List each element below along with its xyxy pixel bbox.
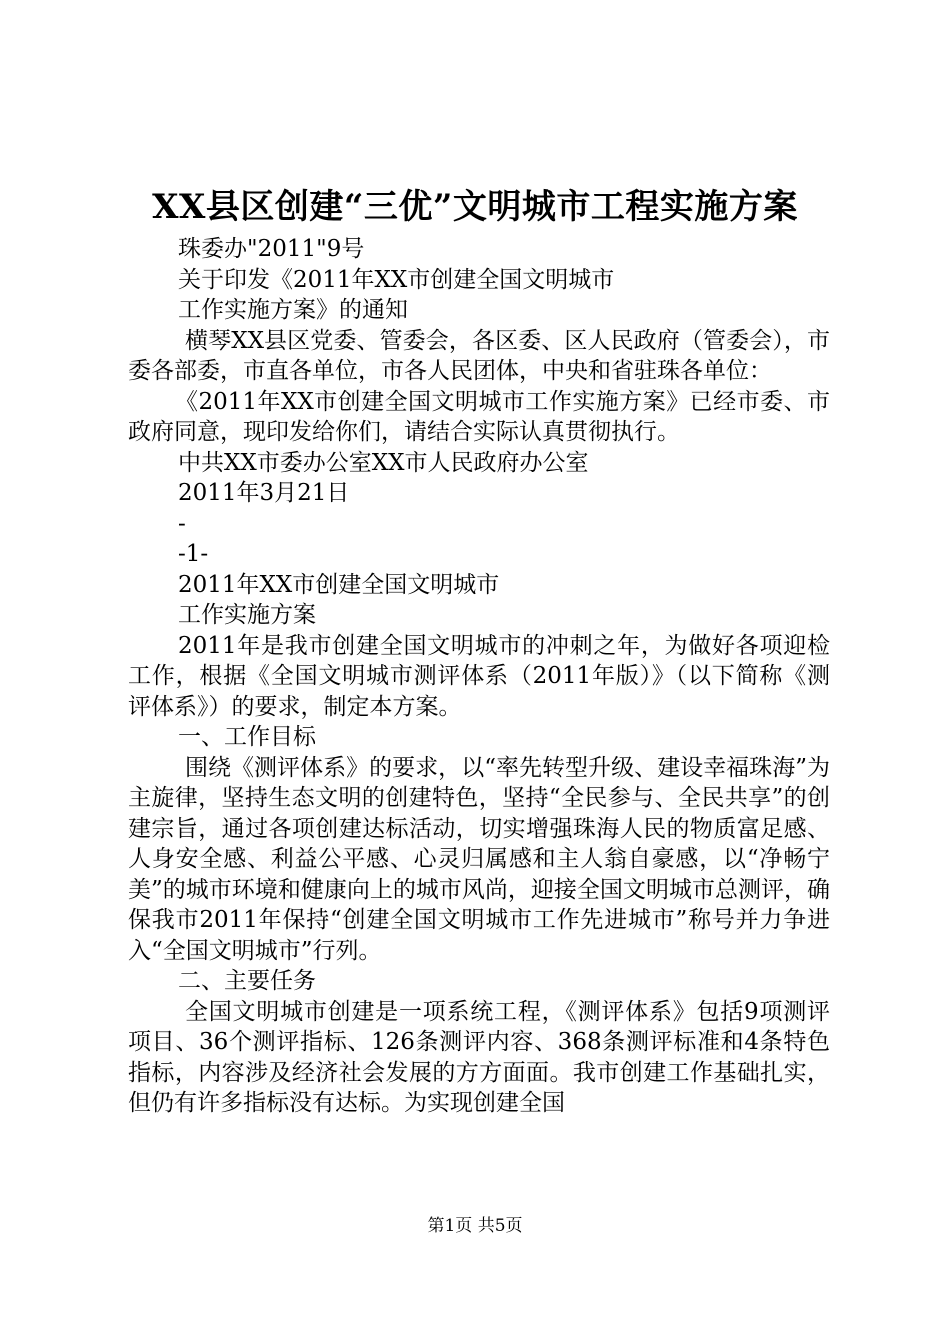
- section-2-paragraph: 全国文明城市创建是一项系统工程，《测评体系》包括9项测评项目、36个测评指标、126条测评内容、368条测评标准和4条特色指标，内容涉及经济社会发展的方方面面。我市创建工作基础扎实，但仍有许多指标没有达标。为实现创建全国: [128, 998, 830, 1116]
- plan-title-line-2: 工作实施方案: [178, 602, 316, 628]
- notice-body-paragraph: 《2011年XX市创建全国文明城市工作实施方案》已经市委、市政府同意，现印发给你们，请结合实际认真贯彻执行。: [128, 388, 830, 445]
- issuer-line: 中共XX市委办公室XX市人民政府办公室: [178, 449, 589, 476]
- section-2-heading: 二、主要任务: [178, 968, 316, 994]
- intro-paragraph: 2011年是我市创建全国文明城市的冲刺之年，为做好各项迎检工作，根据《全国文明城市测评体系（2011年版）》（以下简称《测评体系》）的要求，制定本方案。: [128, 632, 830, 720]
- section-1-paragraph: 围绕《测评体系》的要求，以“率先转型升级、建设幸福珠海”为主旋律，坚持生态文明的创建特色，坚持“全民参与、全民共享”的创建宗旨，通过各项创建达标活动，切实增强珠海人民的物质富足感、人身安全感、利益公平感、心灵归属感和主人翁自豪感，以“净畅宁美”的城市环境和健康向上的城市风尚，迎接全国文明城市总测评，确保我市2011年保持“创建全国文明城市工作先进城市”称号并力争进入“全国文明城市”行列。: [128, 754, 830, 964]
- document-title: XX县区创建“三优”文明城市工程实施方案: [152, 187, 798, 227]
- notice-title-line-2: 工作实施方案》的通知: [178, 297, 408, 323]
- dash-line: -: [178, 510, 186, 537]
- page-marker-line: -1-: [178, 541, 209, 567]
- recipients-paragraph: 横琴XX县区党委、管委会，各区委、区人民政府（管委会），市委各部委，市直各单位，市各人民团体，中央和省驻珠各单位：: [128, 327, 830, 384]
- document-body: [128, 234, 830, 1119]
- page-footer: 第1页 共5页: [427, 1216, 523, 1236]
- plan-title-line-1: 2011年XX市创建全国文明城市: [178, 571, 500, 598]
- doc-number-line: 珠委办"2011"9号: [178, 236, 365, 262]
- date-line: 2011年3月21日: [178, 480, 350, 506]
- section-1-heading: 一、工作目标: [178, 724, 316, 750]
- notice-title-line-1: 关于印发《2011年XX市创建全国文明城市: [178, 266, 615, 293]
